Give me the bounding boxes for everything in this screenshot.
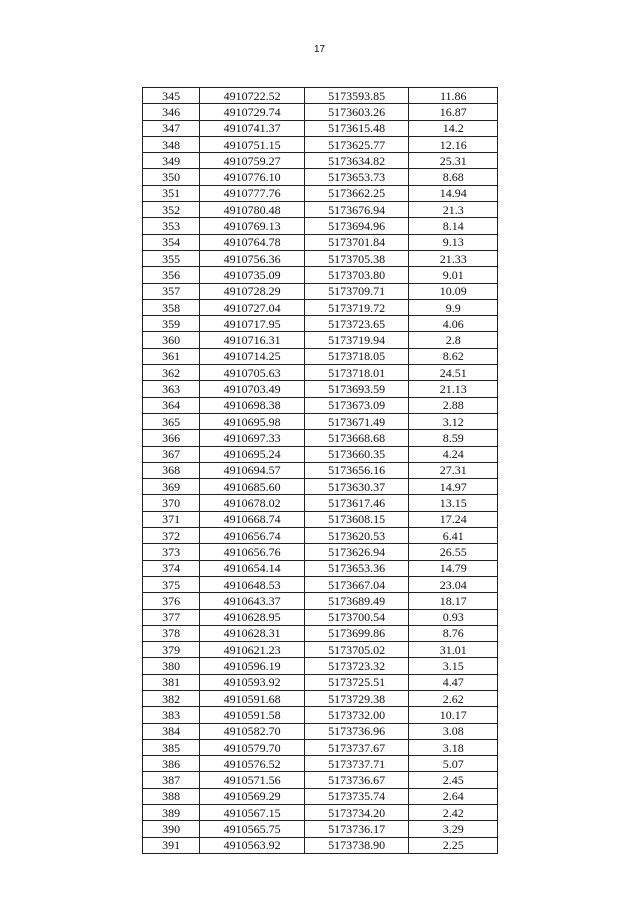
x-coordinate-cell: 4910591.68: [200, 690, 305, 706]
x-coordinate-cell: 4910776.10: [200, 169, 305, 185]
distance-cell: 18.17: [409, 593, 498, 609]
point-number-cell: 372: [143, 528, 200, 544]
y-coordinate-cell: 5173671.49: [304, 413, 409, 429]
table-row: [143, 723, 498, 739]
x-coordinate-cell: 4910648.53: [200, 576, 305, 592]
y-coordinate-cell: 5173694.96: [304, 218, 409, 234]
distance-cell: 2.25: [409, 837, 498, 853]
table-row: [143, 120, 498, 136]
distance-cell: 24.51: [409, 365, 498, 381]
distance-cell: 0.93: [409, 609, 498, 625]
table-row: [143, 462, 498, 478]
point-number-cell: 373: [143, 544, 200, 560]
distance-cell: 14.79: [409, 560, 498, 576]
point-number-cell: 347: [143, 120, 200, 136]
distance-cell: 8.59: [409, 430, 498, 446]
coordinates-table: [142, 87, 498, 854]
y-coordinate-cell: 5173723.65: [304, 316, 409, 332]
x-coordinate-cell: 4910705.63: [200, 365, 305, 381]
point-number-cell: 362: [143, 365, 200, 381]
point-number-cell: 368: [143, 462, 200, 478]
table-row: [143, 625, 498, 641]
table-row: [143, 528, 498, 544]
point-number-cell: 361: [143, 348, 200, 364]
x-coordinate-cell: 4910628.95: [200, 609, 305, 625]
table-row: [143, 381, 498, 397]
point-number-cell: 360: [143, 332, 200, 348]
y-coordinate-cell: 5173701.84: [304, 234, 409, 250]
x-coordinate-cell: 4910769.13: [200, 218, 305, 234]
point-number-cell: 356: [143, 267, 200, 283]
y-coordinate-cell: 5173630.37: [304, 479, 409, 495]
point-number-cell: 353: [143, 218, 200, 234]
table-row: [143, 104, 498, 120]
y-coordinate-cell: 5173700.54: [304, 609, 409, 625]
point-number-cell: 381: [143, 674, 200, 690]
point-number-cell: 386: [143, 756, 200, 772]
table-row: [143, 756, 498, 772]
x-coordinate-cell: 4910656.74: [200, 528, 305, 544]
point-number-cell: 346: [143, 104, 200, 120]
point-number-cell: 375: [143, 576, 200, 592]
distance-cell: 21.3: [409, 202, 498, 218]
x-coordinate-cell: 4910698.38: [200, 397, 305, 413]
point-number-cell: 382: [143, 690, 200, 706]
table-row: [143, 479, 498, 495]
x-coordinate-cell: 4910628.31: [200, 625, 305, 641]
distance-cell: 8.62: [409, 348, 498, 364]
table-row: [143, 283, 498, 299]
table-row: [143, 495, 498, 511]
y-coordinate-cell: 5173676.94: [304, 202, 409, 218]
point-number-cell: 390: [143, 821, 200, 837]
x-coordinate-cell: 4910756.36: [200, 250, 305, 266]
y-coordinate-cell: 5173603.26: [304, 104, 409, 120]
table-row: [143, 821, 498, 837]
x-coordinate-cell: 4910656.76: [200, 544, 305, 560]
point-number-cell: 388: [143, 788, 200, 804]
y-coordinate-cell: 5173634.82: [304, 153, 409, 169]
x-coordinate-cell: 4910717.95: [200, 316, 305, 332]
distance-cell: 4.24: [409, 446, 498, 462]
point-number-cell: 365: [143, 413, 200, 429]
point-number-cell: 376: [143, 593, 200, 609]
point-number-cell: 355: [143, 250, 200, 266]
x-coordinate-cell: 4910714.25: [200, 348, 305, 364]
x-coordinate-cell: 4910591.58: [200, 707, 305, 723]
distance-cell: 16.87: [409, 104, 498, 120]
table-row: [143, 430, 498, 446]
table-row: [143, 397, 498, 413]
point-number-cell: 350: [143, 169, 200, 185]
x-coordinate-cell: 4910569.29: [200, 788, 305, 804]
table-row: [143, 267, 498, 283]
point-number-cell: 370: [143, 495, 200, 511]
distance-cell: 3.08: [409, 723, 498, 739]
table-row: [143, 169, 498, 185]
point-number-cell: 391: [143, 837, 200, 853]
table-row: [143, 365, 498, 381]
table-row: [143, 250, 498, 266]
point-number-cell: 352: [143, 202, 200, 218]
table-row: [143, 332, 498, 348]
table-row: [143, 316, 498, 332]
table-row: [143, 560, 498, 576]
table-row: [143, 707, 498, 723]
distance-cell: 10.17: [409, 707, 498, 723]
y-coordinate-cell: 5173738.90: [304, 837, 409, 853]
y-coordinate-cell: 5173705.38: [304, 250, 409, 266]
x-coordinate-cell: 4910728.29: [200, 283, 305, 299]
point-number-cell: 387: [143, 772, 200, 788]
y-coordinate-cell: 5173662.25: [304, 185, 409, 201]
x-coordinate-cell: 4910685.60: [200, 479, 305, 495]
table-row: [143, 674, 498, 690]
y-coordinate-cell: 5173656.16: [304, 462, 409, 478]
distance-cell: 4.47: [409, 674, 498, 690]
x-coordinate-cell: 4910571.56: [200, 772, 305, 788]
point-number-cell: 383: [143, 707, 200, 723]
x-coordinate-cell: 4910565.75: [200, 821, 305, 837]
distance-cell: 13.15: [409, 495, 498, 511]
distance-cell: 31.01: [409, 642, 498, 658]
point-number-cell: 367: [143, 446, 200, 462]
table-row: [143, 609, 498, 625]
point-number-cell: 357: [143, 283, 200, 299]
y-coordinate-cell: 5173617.46: [304, 495, 409, 511]
distance-cell: 8.68: [409, 169, 498, 185]
distance-cell: 23.04: [409, 576, 498, 592]
point-number-cell: 354: [143, 234, 200, 250]
distance-cell: 5.07: [409, 756, 498, 772]
y-coordinate-cell: 5173736.67: [304, 772, 409, 788]
table-row: [143, 576, 498, 592]
point-number-cell: 358: [143, 299, 200, 315]
y-coordinate-cell: 5173593.85: [304, 88, 409, 104]
table-row: [143, 88, 498, 104]
x-coordinate-cell: 4910695.24: [200, 446, 305, 462]
y-coordinate-cell: 5173736.96: [304, 723, 409, 739]
y-coordinate-cell: 5173718.05: [304, 348, 409, 364]
x-coordinate-cell: 4910735.09: [200, 267, 305, 283]
x-coordinate-cell: 4910582.70: [200, 723, 305, 739]
x-coordinate-cell: 4910727.04: [200, 299, 305, 315]
distance-cell: 3.12: [409, 413, 498, 429]
x-coordinate-cell: 4910764.78: [200, 234, 305, 250]
distance-cell: 17.24: [409, 511, 498, 527]
point-number-cell: 379: [143, 642, 200, 658]
y-coordinate-cell: 5173667.04: [304, 576, 409, 592]
y-coordinate-cell: 5173734.20: [304, 805, 409, 821]
table-row: [143, 642, 498, 658]
table-row: [143, 593, 498, 609]
y-coordinate-cell: 5173735.74: [304, 788, 409, 804]
x-coordinate-cell: 4910643.37: [200, 593, 305, 609]
distance-cell: 3.29: [409, 821, 498, 837]
distance-cell: 9.9: [409, 299, 498, 315]
y-coordinate-cell: 5173699.86: [304, 625, 409, 641]
y-coordinate-cell: 5173653.36: [304, 560, 409, 576]
y-coordinate-cell: 5173736.17: [304, 821, 409, 837]
x-coordinate-cell: 4910694.57: [200, 462, 305, 478]
table-row: [143, 234, 498, 250]
distance-cell: 2.88: [409, 397, 498, 413]
x-coordinate-cell: 4910777.76: [200, 185, 305, 201]
point-number-cell: 364: [143, 397, 200, 413]
y-coordinate-cell: 5173625.77: [304, 136, 409, 152]
table-row: [143, 837, 498, 853]
point-number-cell: 363: [143, 381, 200, 397]
y-coordinate-cell: 5173620.53: [304, 528, 409, 544]
point-number-cell: 348: [143, 136, 200, 152]
x-coordinate-cell: 4910703.49: [200, 381, 305, 397]
y-coordinate-cell: 5173608.15: [304, 511, 409, 527]
distance-cell: 9.01: [409, 267, 498, 283]
table-row: [143, 658, 498, 674]
table-row: [143, 202, 498, 218]
distance-cell: 21.33: [409, 250, 498, 266]
point-number-cell: 359: [143, 316, 200, 332]
x-coordinate-cell: 4910668.74: [200, 511, 305, 527]
y-coordinate-cell: 5173626.94: [304, 544, 409, 560]
x-coordinate-cell: 4910579.70: [200, 739, 305, 755]
y-coordinate-cell: 5173703.80: [304, 267, 409, 283]
distance-cell: 4.06: [409, 316, 498, 332]
point-number-cell: 371: [143, 511, 200, 527]
y-coordinate-cell: 5173660.35: [304, 446, 409, 462]
table-row: [143, 348, 498, 364]
y-coordinate-cell: 5173719.94: [304, 332, 409, 348]
x-coordinate-cell: 4910576.52: [200, 756, 305, 772]
point-number-cell: 385: [143, 739, 200, 755]
distance-cell: 2.8: [409, 332, 498, 348]
distance-cell: 25.31: [409, 153, 498, 169]
table-row: [143, 446, 498, 462]
y-coordinate-cell: 5173668.68: [304, 430, 409, 446]
distance-cell: 8.76: [409, 625, 498, 641]
x-coordinate-cell: 4910678.02: [200, 495, 305, 511]
distance-cell: 9.13: [409, 234, 498, 250]
y-coordinate-cell: 5173673.09: [304, 397, 409, 413]
table-row: [143, 690, 498, 706]
x-coordinate-cell: 4910729.74: [200, 104, 305, 120]
y-coordinate-cell: 5173653.73: [304, 169, 409, 185]
point-number-cell: 345: [143, 88, 200, 104]
x-coordinate-cell: 4910741.37: [200, 120, 305, 136]
table-row: [143, 788, 498, 804]
x-coordinate-cell: 4910751.15: [200, 136, 305, 152]
distance-cell: 2.42: [409, 805, 498, 821]
point-number-cell: 349: [143, 153, 200, 169]
distance-cell: 14.97: [409, 479, 498, 495]
y-coordinate-cell: 5173737.71: [304, 756, 409, 772]
table-row: [143, 136, 498, 152]
x-coordinate-cell: 4910593.92: [200, 674, 305, 690]
y-coordinate-cell: 5173693.59: [304, 381, 409, 397]
point-number-cell: 389: [143, 805, 200, 821]
y-coordinate-cell: 5173709.71: [304, 283, 409, 299]
y-coordinate-cell: 5173723.32: [304, 658, 409, 674]
x-coordinate-cell: 4910780.48: [200, 202, 305, 218]
distance-cell: 3.15: [409, 658, 498, 674]
y-coordinate-cell: 5173737.67: [304, 739, 409, 755]
y-coordinate-cell: 5173705.02: [304, 642, 409, 658]
distance-cell: 8.14: [409, 218, 498, 234]
table-row: [143, 413, 498, 429]
x-coordinate-cell: 4910563.92: [200, 837, 305, 853]
x-coordinate-cell: 4910567.15: [200, 805, 305, 821]
distance-cell: 10.09: [409, 283, 498, 299]
table-row: [143, 185, 498, 201]
table-row: [143, 299, 498, 315]
y-coordinate-cell: 5173718.01: [304, 365, 409, 381]
point-number-cell: 366: [143, 430, 200, 446]
distance-cell: 14.94: [409, 185, 498, 201]
y-coordinate-cell: 5173689.49: [304, 593, 409, 609]
table-row: [143, 772, 498, 788]
distance-cell: 6.41: [409, 528, 498, 544]
page-number: 17: [313, 44, 326, 55]
y-coordinate-cell: 5173732.00: [304, 707, 409, 723]
point-number-cell: 378: [143, 625, 200, 641]
distance-cell: 14.2: [409, 120, 498, 136]
coordinates-table-body: [143, 88, 498, 854]
distance-cell: 26.55: [409, 544, 498, 560]
distance-cell: 3.18: [409, 739, 498, 755]
x-coordinate-cell: 4910759.27: [200, 153, 305, 169]
x-coordinate-cell: 4910654.14: [200, 560, 305, 576]
table-row: [143, 511, 498, 527]
table-row: [143, 544, 498, 560]
point-number-cell: 380: [143, 658, 200, 674]
x-coordinate-cell: 4910596.19: [200, 658, 305, 674]
table-row: [143, 739, 498, 755]
x-coordinate-cell: 4910621.23: [200, 642, 305, 658]
distance-cell: 2.62: [409, 690, 498, 706]
distance-cell: 27.31: [409, 462, 498, 478]
x-coordinate-cell: 4910722.52: [200, 88, 305, 104]
point-number-cell: 351: [143, 185, 200, 201]
point-number-cell: 377: [143, 609, 200, 625]
y-coordinate-cell: 5173719.72: [304, 299, 409, 315]
table-row: [143, 218, 498, 234]
x-coordinate-cell: 4910697.33: [200, 430, 305, 446]
table-row: [143, 153, 498, 169]
x-coordinate-cell: 4910716.31: [200, 332, 305, 348]
distance-cell: 21.13: [409, 381, 498, 397]
distance-cell: 12.16: [409, 136, 498, 152]
table-row: [143, 805, 498, 821]
x-coordinate-cell: 4910695.98: [200, 413, 305, 429]
y-coordinate-cell: 5173615.48: [304, 120, 409, 136]
y-coordinate-cell: 5173725.51: [304, 674, 409, 690]
distance-cell: 11.86: [409, 88, 498, 104]
point-number-cell: 374: [143, 560, 200, 576]
point-number-cell: 369: [143, 479, 200, 495]
distance-cell: 2.64: [409, 788, 498, 804]
y-coordinate-cell: 5173729.38: [304, 690, 409, 706]
point-number-cell: 384: [143, 723, 200, 739]
distance-cell: 2.45: [409, 772, 498, 788]
